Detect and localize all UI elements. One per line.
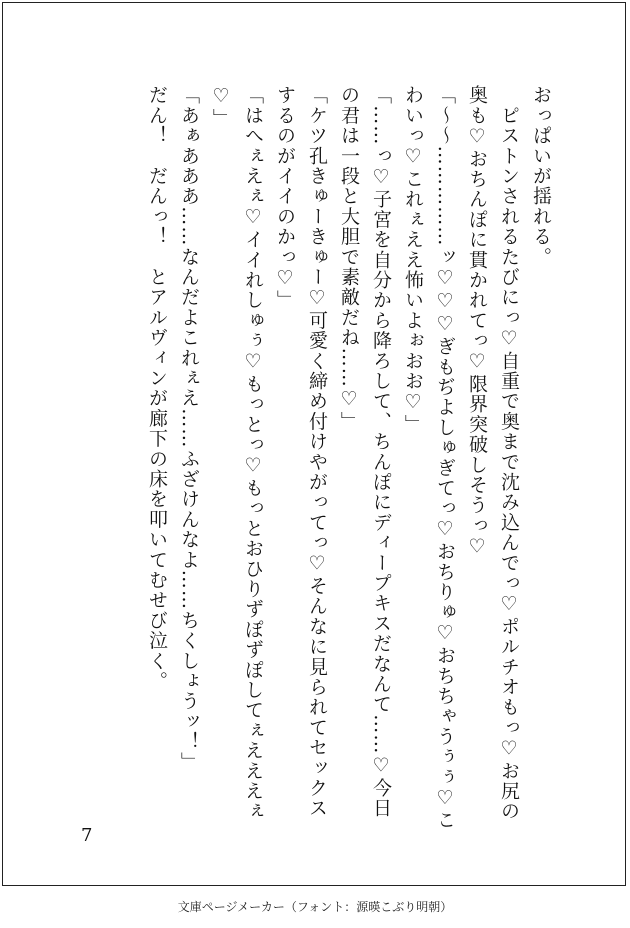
text-line: だん！ だんっ！ とアルヴィンが廊下の床を叩いてむせび泣く。: [146, 85, 168, 691]
text-line: 「はへぇえぇ♡イイれしゅぅ♡もっとっ♡もっとおひりずぽずぽしてぇえええぇ: [242, 85, 264, 822]
text-line: 「あぁあああ……なんだよこれぇえ……ふざけんなよ……ちくしょうッ！」: [178, 85, 200, 772]
text-line: 「……っ♡子宮を自分から降ろして、ちんぽにディープキスだなんて……♡今日: [370, 85, 392, 819]
page-number: 7: [81, 825, 93, 846]
text-line: おっぱいが揺れる。: [530, 85, 552, 267]
body-text: [145, 85, 625, 845]
page-frame: [2, 2, 626, 886]
text-line: ♡」: [210, 85, 232, 129]
text-line: ピストンされるたびにっ♡自重で奥まで沈み込んでっ♡ポルチオもっ♡お尻の: [498, 85, 520, 822]
text-line: わいっ♡これぇええ怖いよぉおお♡」: [402, 85, 424, 435]
text-line: 「〜〜……………ッ♡♡♡ぎもぢよしゅぎてっ♡おちりゅ♡おちちゃうぅぅ♡こ: [434, 85, 456, 831]
footer-credit: 文庫ページメーカー（フォント：源暎こぶり明朝）: [177, 900, 453, 914]
text-line: の君は一段と大胆で素敵だね……♡」: [338, 85, 360, 432]
text-line: するのがイイのかっ♡」: [274, 85, 296, 311]
text-line: 奥も♡おちんぽに貫かれてっ♡限界突破しそうっ♡: [466, 85, 488, 559]
text-line: 「ケツ孔きゅーきゅー♡可愛く締め付けやがってっ♡そんなに見られてセックス: [306, 85, 328, 819]
